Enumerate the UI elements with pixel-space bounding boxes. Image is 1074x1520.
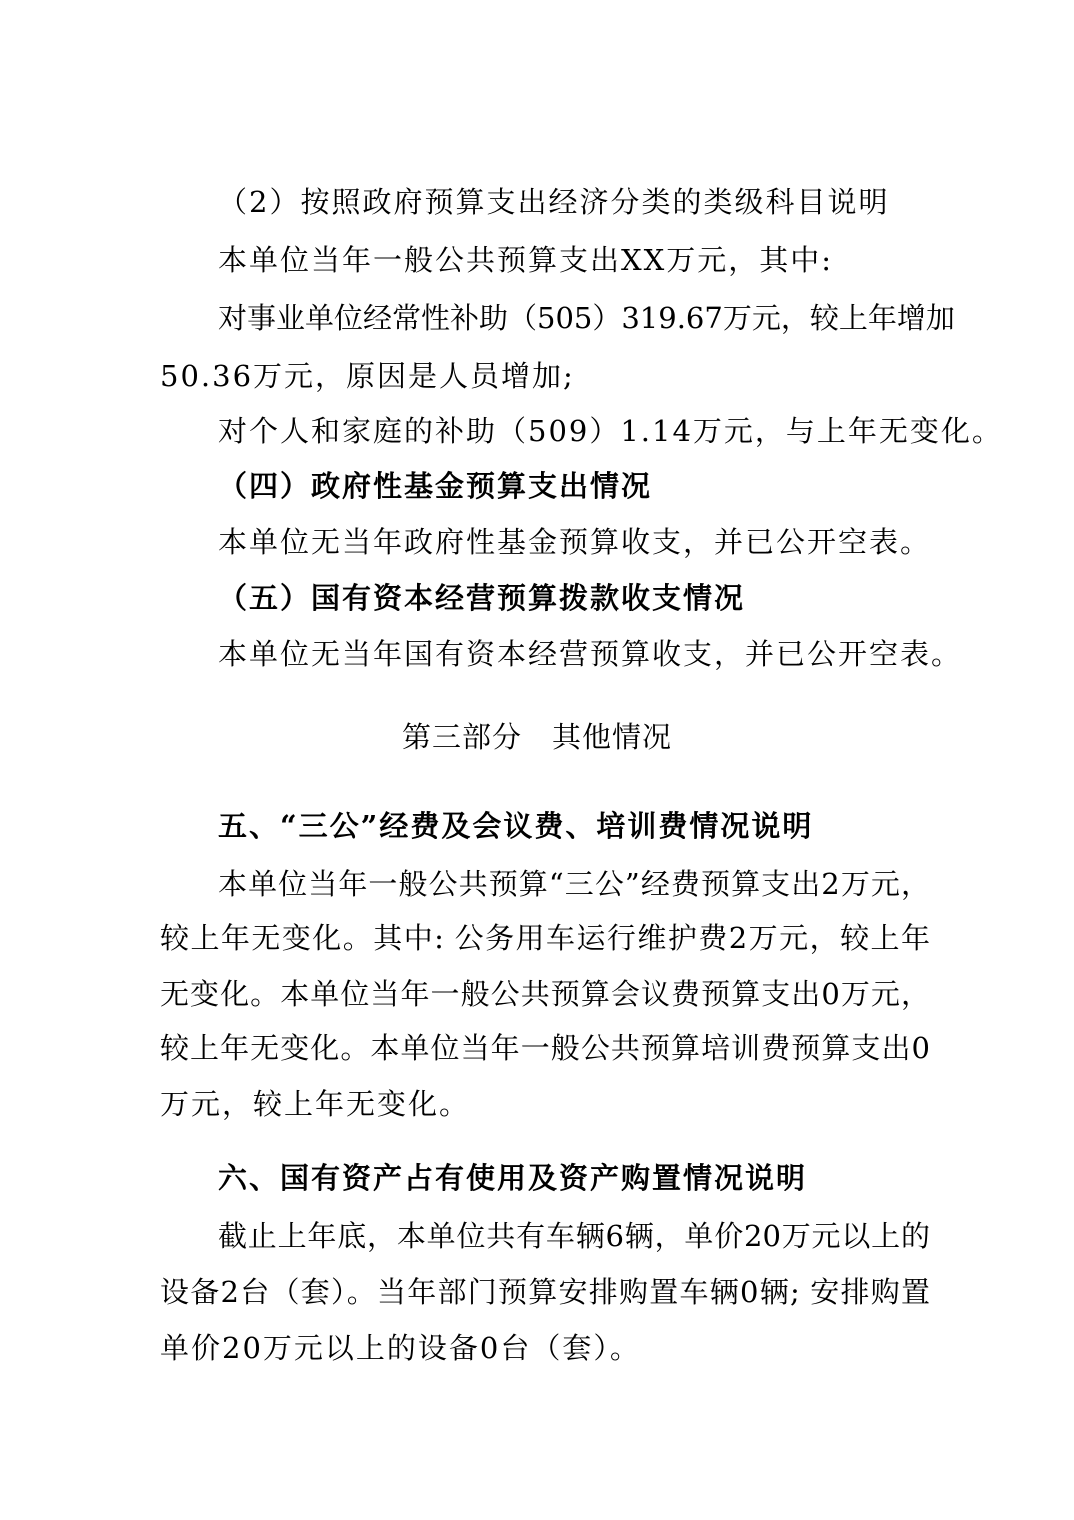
subsidy-505-text: 对事业单位经常性补助（505）319.67万元，较上年增加 [218, 301, 955, 335]
subsidy-509-text: 对个人和家庭的补助（509）1.14万元，与上年无变化。 [218, 414, 1003, 448]
heading-three-public-expenses: 五、“三公”经费及会议费、培训费情况说明 [218, 809, 814, 843]
three-public-text-line-4: 较上年无变化。本单位当年一般公共预算培训费预算支出0 [160, 1031, 930, 1065]
government-fund-text: 本单位无当年政府性基金预算收支，并已公开空表。 [218, 525, 932, 559]
heading-government-fund: （四）政府性基金预算支出情况 [218, 469, 653, 503]
three-public-text-line-2: 较上年无变化。其中: 公务用车运行维护费2万元，较上年 [160, 921, 930, 955]
subsection-economic-classification: （2）按照政府预算支出经济分类的类级科目说明 [218, 185, 890, 219]
part-three-title: 第三部分 其他情况 [401, 720, 672, 754]
three-public-text-line-1: 本单位当年一般公共预算“三公”经费预算支出2万元， [218, 867, 930, 901]
general-budget-expenditure-text: 本单位当年一般公共预算支出XX万元，其中: [218, 243, 834, 277]
three-public-text-line-3: 无变化。本单位当年一般公共预算会议费预算支出0万元， [160, 977, 930, 1011]
subsidy-505-continued: 50.36万元，原因是人员增加; [160, 359, 575, 393]
state-assets-text-line-3: 单价20万元以上的设备0台（套）。 [160, 1331, 641, 1365]
state-capital-text: 本单位无当年国有资本经营预算收支，并已公开空表。 [218, 637, 963, 671]
state-assets-text-line-1: 截止上年底，本单位共有车辆6辆，单价20万元以上的 [218, 1219, 930, 1253]
heading-state-assets: 六、国有资产占有使用及资产购置情况说明 [218, 1161, 808, 1195]
heading-state-capital: （五）国有资本经营预算拨款收支情况 [218, 581, 746, 615]
state-assets-text-line-2: 设备2台（套）。当年部门预算安排购置车辆0辆; 安排购置 [160, 1275, 930, 1309]
three-public-text-line-5: 万元，较上年无变化。 [160, 1087, 471, 1121]
